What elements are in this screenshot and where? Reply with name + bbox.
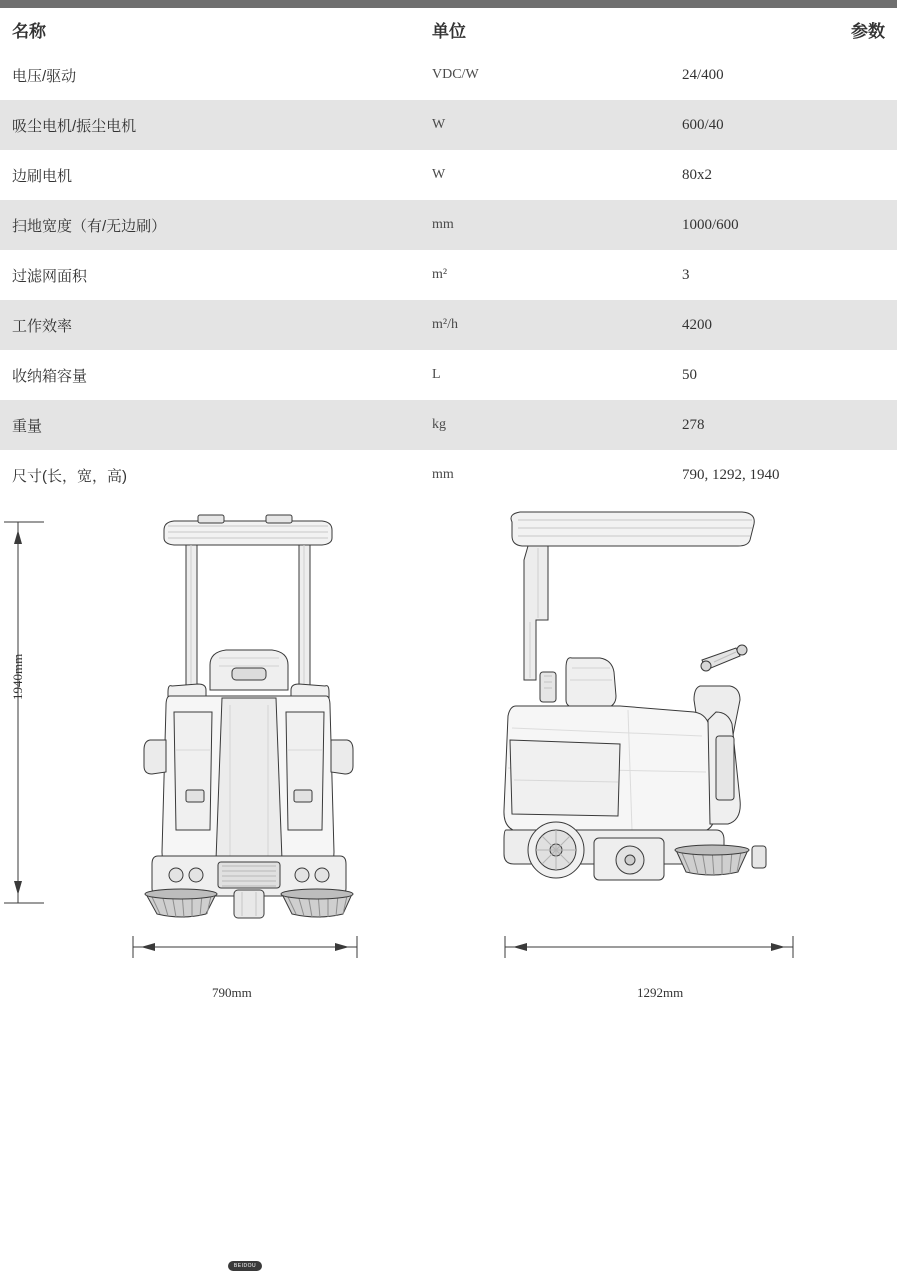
row-name: 吸尘电机/振尘电机 (12, 117, 137, 135)
row-unit: mm (432, 217, 454, 232)
row-name: 收纳箱容量 (12, 367, 88, 385)
table-row (0, 450, 897, 500)
brand-badge: BEIDOU (228, 1261, 262, 1271)
column-header-param: 参数 (670, 8, 897, 50)
row-unit: kg (432, 417, 446, 432)
row-name: 边刷电机 (12, 167, 73, 185)
drawings-svg (0, 500, 897, 997)
table-body (0, 50, 897, 500)
technical-drawings (0, 500, 897, 1269)
table-row (0, 200, 897, 250)
row-name: 工作效率 (12, 317, 73, 335)
side-length-dimension-label: 1292mm (637, 985, 684, 1000)
row-name: 过滤网面积 (12, 267, 88, 285)
row-unit: m²/h (432, 317, 458, 332)
front-left-brush (145, 889, 217, 918)
row-value: 24/400 (682, 66, 724, 83)
table-row (0, 150, 897, 200)
column-header-name: 名称 (0, 8, 420, 50)
side-wheel (528, 822, 584, 878)
side-view-brush (675, 845, 749, 876)
height-dimension-label: 1940mm (10, 653, 25, 700)
table-top-bar-cell (0, 0, 897, 8)
table-row (0, 250, 897, 300)
table-head (0, 0, 897, 50)
side-view-drawing (504, 512, 766, 880)
table-row (0, 50, 897, 100)
row-name: 扫地宽度（有/无边刷） (12, 217, 167, 235)
row-value: 790, 1292, 1940 (682, 466, 780, 483)
table-row (0, 300, 897, 350)
row-unit: W (432, 117, 446, 132)
row-unit: m² (432, 267, 448, 282)
row-value: 278 (682, 416, 705, 433)
row-value: 3 (682, 266, 690, 283)
row-name: 电压/驱动 (12, 67, 77, 85)
column-header-unit: 单位 (420, 8, 670, 50)
table-row (0, 100, 897, 150)
row-unit: mm (432, 467, 454, 482)
height-dimension-line (4, 522, 44, 903)
row-unit: VDC/W (432, 67, 479, 82)
row-unit: L (432, 367, 441, 382)
front-view-drawing (144, 515, 353, 918)
row-unit: W (432, 167, 446, 182)
table-top-bar (0, 0, 897, 8)
side-length-dimension-line (505, 936, 793, 958)
row-value: 600/40 (682, 116, 724, 133)
row-value: 4200 (682, 316, 712, 333)
front-width-dimension-label: 790mm (212, 985, 252, 1000)
row-value: 50 (682, 366, 697, 383)
row-value: 80x2 (682, 166, 712, 183)
table-header-row (0, 8, 897, 50)
table-row (0, 350, 897, 400)
row-name: 尺寸(长，宽，高) (12, 467, 127, 485)
row-value: 1000/600 (682, 216, 739, 233)
front-right-brush (281, 889, 353, 918)
front-width-dimension-line (133, 936, 357, 958)
specification-table (0, 0, 897, 500)
row-name: 重量 (12, 417, 43, 435)
table-row (0, 400, 897, 450)
